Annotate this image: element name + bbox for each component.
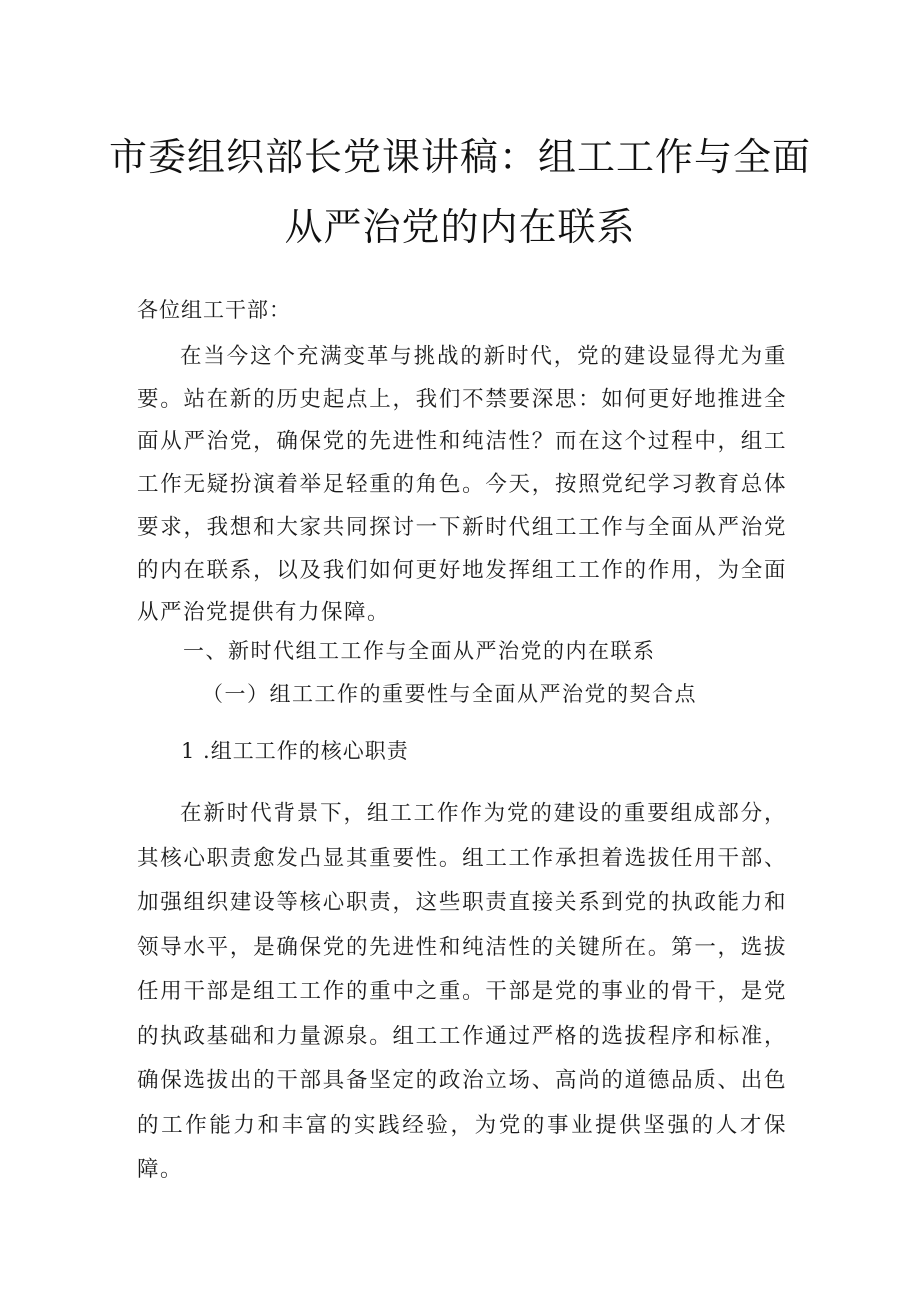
section-heading: 一、新时代组工工作与全面从严治党的内在联系 (183, 639, 656, 663)
body-paragraph: 在新时代背景下，组工工作作为党的建设的重要组成部分，其核心职责愈发凸显其重要性。组工工作承担着选拔任用干部、加强组织建设等核心职责，这些职责直接关系到党的执政能力和领导水平，是确保党的先进性和纯洁性的关键所在。第一，选拔任用干部是组工工作的重中之重。干部是党的事业的骨干，是党的执政基础和力量源泉。组工工作通过严格的选拔程序和标准，确保选拔出的干部具备坚定的政治立场、高尚的道德品质、出色的工作能力和丰富的实践经验，为党的事业提供坚强的人才保障。 (137, 801, 787, 1182)
document-title-line-2: 从严治党的内在联系 (284, 205, 636, 249)
salutation: 各位组工干部： (137, 298, 291, 322)
document-title-line-1: 市委组织部长党课讲稿：组工工作与全面 (108, 135, 811, 179)
intro-paragraph: 在当今这个充满变革与挑战的新时代，党的建设显得尤为重要。站在新的历史起点上，我们不禁要深思：如何更好地推进全面从严治党，确保党的先进性和纯洁性？而在这个过程中，组工工作无疑扮演着举足轻重的角色。今天，按照党纪学习教育总体要求，我想和大家共同探讨一下新时代组工工作与全面从严治党的内在联系，以及我们如何更好地发挥组工工作的作用，为全面从严治党提供有力保障。 (137, 344, 787, 626)
point-heading: 1 .组工工作的核心职责 (181, 739, 409, 763)
subsection-heading: （一）组工工作的重要性与全面从严治党的契合点 (202, 682, 697, 706)
